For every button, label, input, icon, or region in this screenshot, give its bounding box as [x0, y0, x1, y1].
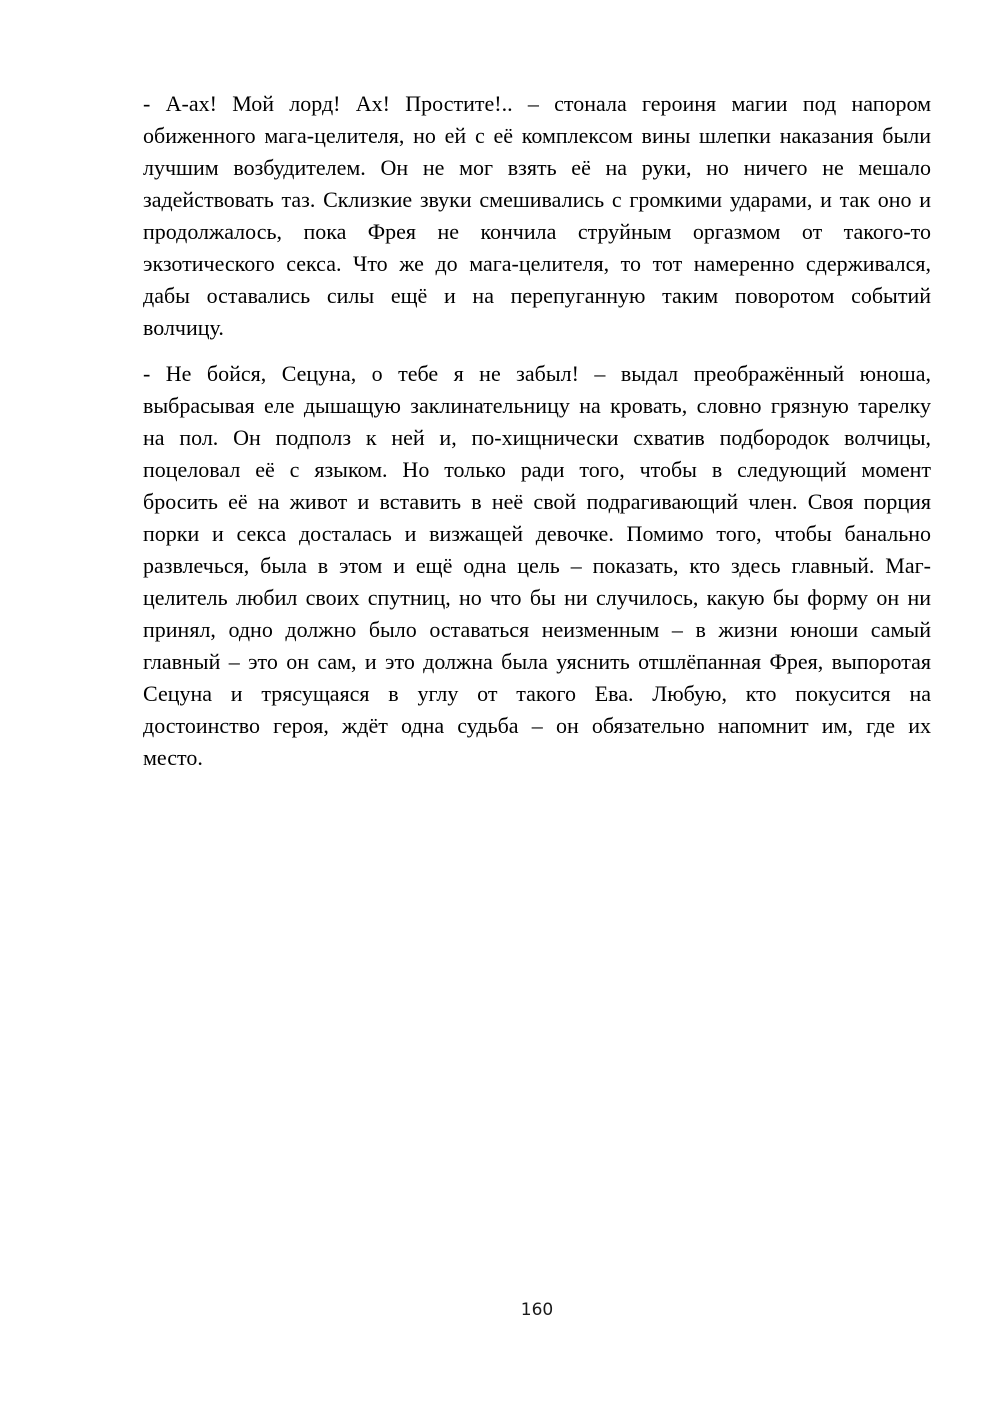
text-block [143, 88, 931, 788]
page-number: 160 [520, 1300, 554, 1320]
paragraph-2: - Не бойся, Сецуна, о тебе я не забыл! – выдал преображённый юноша, выбрасывая еле дышащую заклинательницу на кровать, словно грязную тарелку на пол. Он подполз к ней и, по-хищнически схватив подбородок волчицы, поцеловал её с языком. Но только ради того, чтобы в следующий момент бросить её на живот и вставить в неё свой подрагивающий член. Своя порция порки и секса досталась и визжащей девочке. Помимо того, чтобы банально развлечься, была в этом и ещё одна цель – показать, кто здесь главный. Маг-целитель любил своих спутниц, но что бы ни случилось, какую бы форму он ни принял, одно должно было оставаться неизменным – в жизни юноши самый главный – это он сам, и это должна была уяснить отшлёпанная Фрея, выпоротая Сецуна и трясущаяся в углу от такого Ева. Любую, кто покусится на достоинство героя, ждёт одна судьба – он обязательно напомнит им, где их место. [143, 361, 931, 770]
paragraph-1: - А-ах! Мой лорд! Ах! Простите!.. – стонала героиня магии под напором обиженного мага-целителя, но ей с её комплексом вины шлепки наказания были лучшим возбудителем. Он не мог взять её на руки, но ничего не мешало задействовать таз. Склизкие звуки смешивались с громкими ударами, и так оно и продолжалось, пока Фрея не кончила струйным оргазмом от такого-то экзотического секса. Что же до мага-целителя, то тот намеренно сдерживался, дабы оставались силы ещё и на перепуганную таким поворотом событий волчицу. [143, 91, 931, 340]
